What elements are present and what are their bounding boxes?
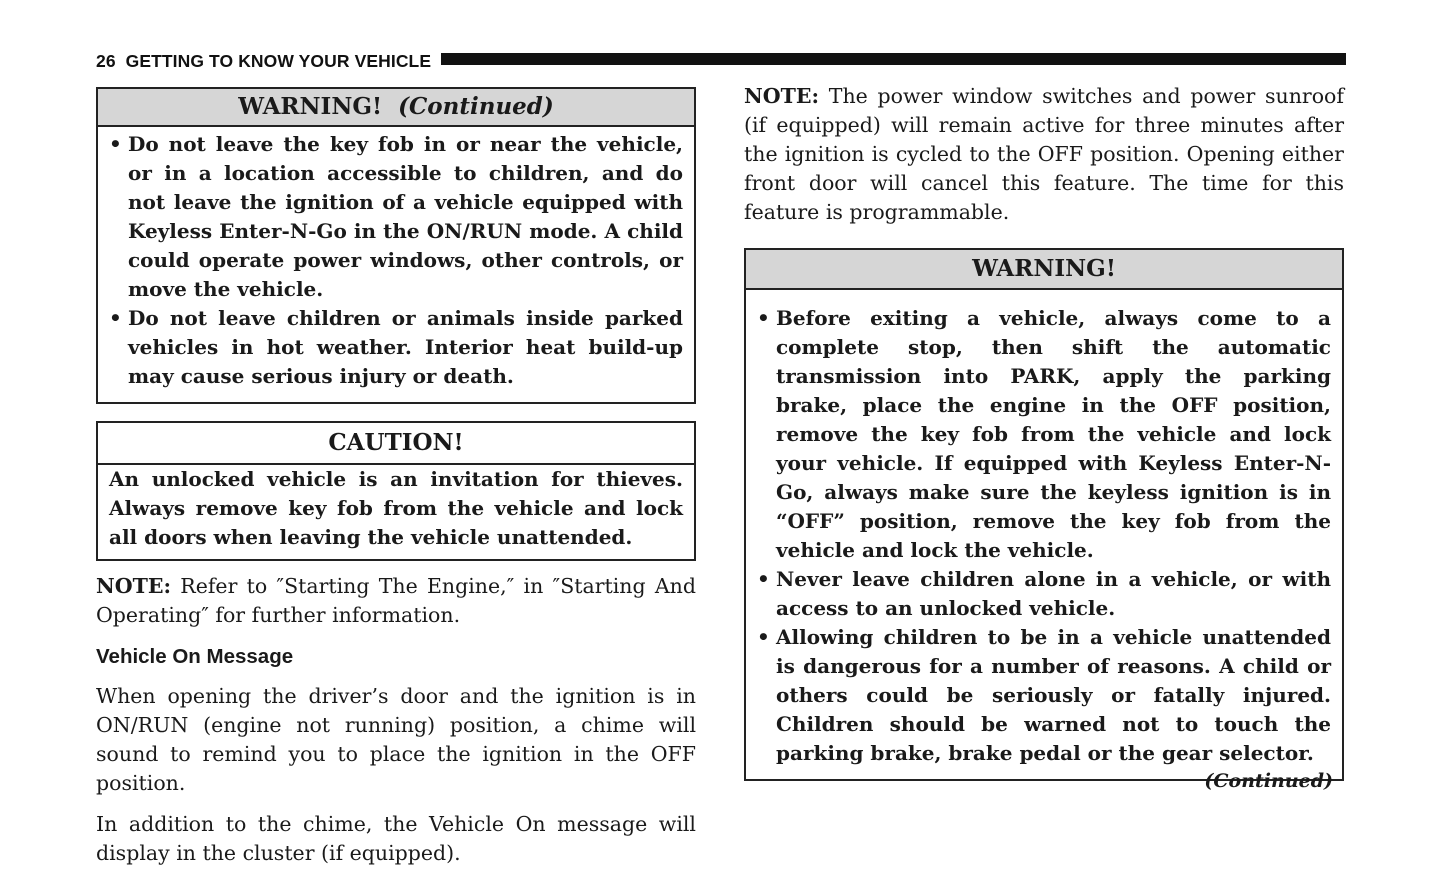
section-subheading: Vehicle On Message (96, 645, 294, 668)
continued-label: (Continued) (1204, 770, 1333, 792)
header-rule (441, 53, 1346, 65)
page-number: 26 (96, 50, 116, 71)
caution-box-text: An unlocked vehicle is an invitation for thieves. Always remove key fob from the vehicle and lock all doors when leaving the vehicle unattended. (109, 467, 683, 549)
note-label: NOTE: (96, 574, 172, 598)
warning-bullet-text: Allowing children to be in a vehicle unattended is dangerous for a number of reasons. A child or others could be seriously or fatally injured. Children should be warned not to touch the parking brake, brake pedal or the gear selector. (776, 625, 1331, 765)
left-column (96, 87, 696, 868)
note-paragraph (96, 572, 696, 630)
page-header-text (96, 51, 441, 72)
section-title: GETTING TO KNOW YOUR VEHICLE (125, 50, 432, 71)
bullet-dot: • (109, 132, 122, 156)
warning-box-body (98, 127, 694, 402)
note-text: The power window switches and power sunroof (if equipped) will remain active for three minutes after the ignition is cycled to the OFF position. Opening either front door will cancel this feature. The time for this feature is programmable. (744, 84, 1344, 224)
warning-box-body (746, 290, 1342, 779)
caution-box-title: CAUTION! (98, 423, 694, 465)
bullet-dot: • (757, 625, 770, 649)
body-paragraph: When opening the driver’s door and the ignition is in ON/RUN (engine not running) position, a chime will sound to remind you to place the ignition in the OFF position. (96, 684, 696, 795)
warning-bullet (109, 130, 683, 304)
warning-bullet (757, 565, 1331, 623)
warning-bullet-text: Never leave children alone in a vehicle, or with access to an unlocked vehicle. (776, 567, 1331, 620)
warning-bullet (757, 304, 1331, 565)
warning-bullet (757, 623, 1331, 768)
warning-box-title (98, 89, 694, 127)
warning-title: WARNING! (238, 93, 383, 120)
warning-bullet-text: Do not leave the key fob in or near the vehicle, or in a location accessible to children, and do not leave the ignition of a vehicle equipped with Keyless Enter-N-Go in the ON/RUN mode. A child could operate power windows, other controls, or move the vehicle. (128, 132, 683, 301)
note-label: NOTE: (744, 84, 820, 108)
right-column (744, 82, 1344, 781)
warning-box (744, 248, 1344, 781)
body-paragraph: In addition to the chime, the Vehicle On message will display in the cluster (if equipped). (96, 812, 696, 865)
warning-bullet (109, 304, 683, 391)
page-header (96, 51, 1346, 71)
warning-bullet-text: Do not leave children or animals inside parked vehicles in hot weather. Interior heat build-up may cause serious injury or death. (128, 306, 683, 388)
warning-box-continued (96, 87, 696, 404)
bullet-dot: • (757, 567, 770, 591)
warning-title-suffix: (Continued) (398, 93, 554, 120)
note-text: Refer to ″Starting The Engine,″ in ″Starting And Operating″ for further information. (96, 574, 696, 627)
bullet-dot: • (757, 306, 770, 330)
bullet-dot: • (109, 306, 122, 330)
caution-box (96, 421, 696, 561)
warning-bullet-text: Before exiting a vehicle, always come to a complete stop, then shift the automatic transmission into PARK, apply the parking brake, place the engine in the OFF position, remove the key fob from the vehicle and lock your vehicle. If equipped with Keyless Enter-N-Go, always make sure the keyless ignition is in “OFF” position, remove the key fob from the vehicle and lock the vehicle. (776, 306, 1331, 562)
note-paragraph (744, 82, 1344, 227)
warning-box-title: WARNING! (746, 250, 1342, 290)
